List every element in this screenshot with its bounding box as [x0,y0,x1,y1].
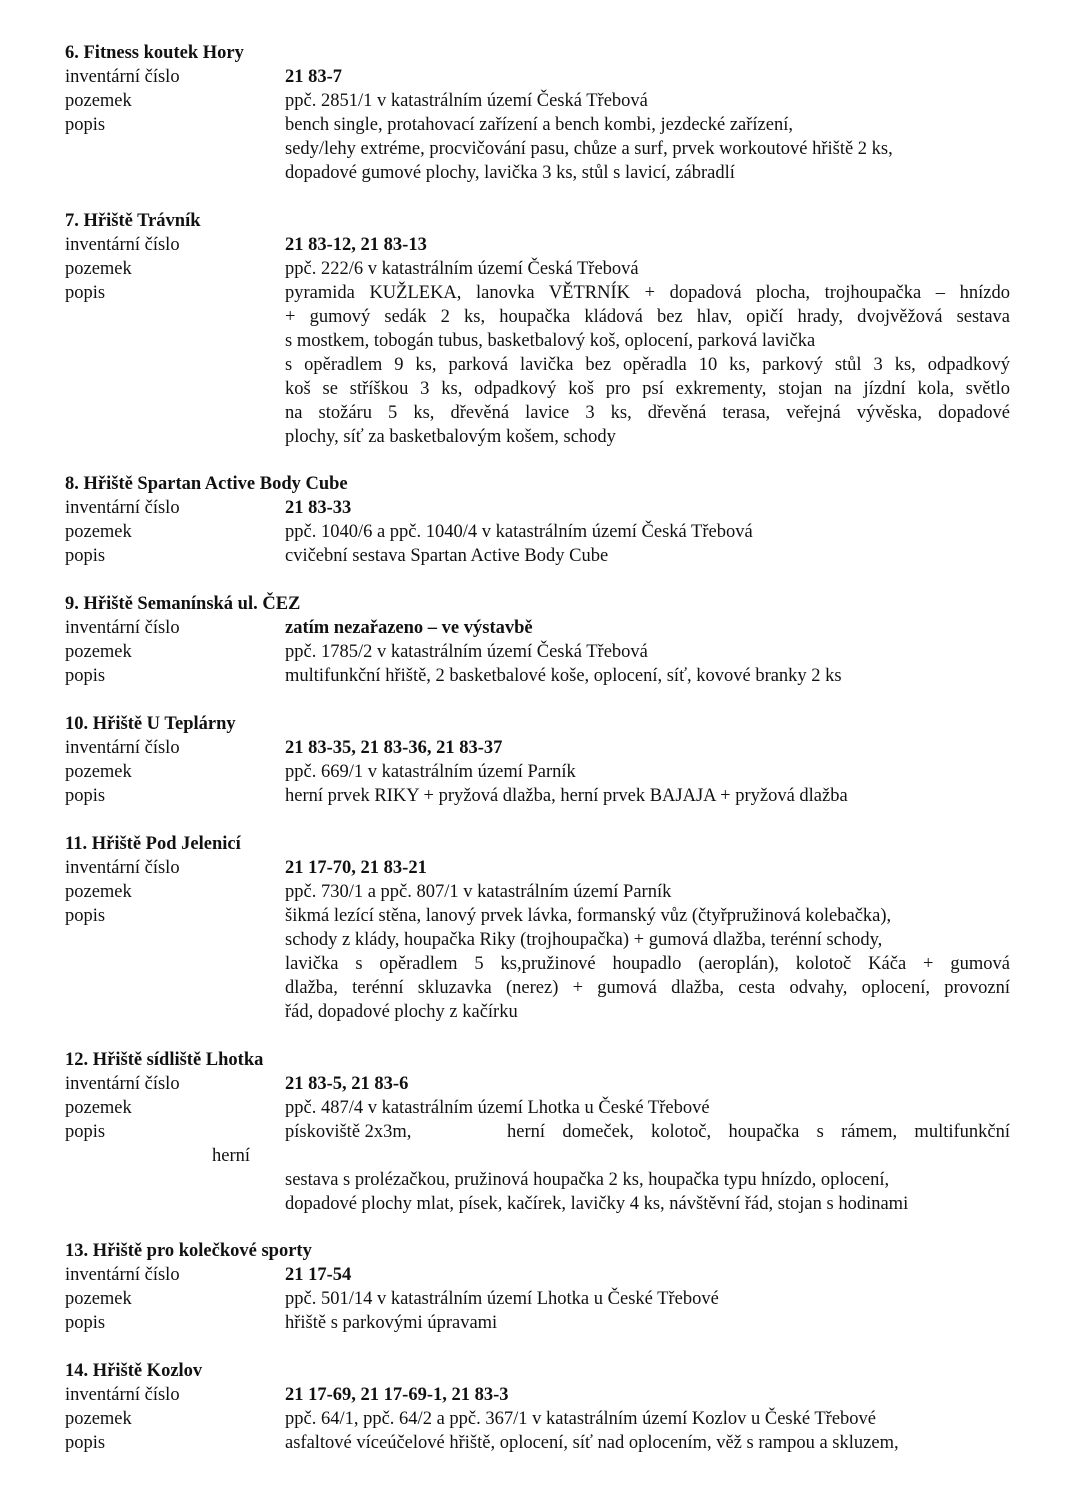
plot-value: ppč. 1785/2 v katastrálním území Česká Třebová [285,642,648,662]
inventory-value: 21 83-7 [285,67,343,87]
inventory-label: inventární číslo [65,1385,180,1405]
description-row [65,281,1010,449]
section-13 [65,1239,1010,1335]
plot-row [65,520,1010,544]
description-label: popis [65,115,106,135]
section-6 [65,41,1010,185]
plot-value: ppč. 2851/1 v katastrálním území Česká Třebová [285,91,648,111]
inventory-value: 21 17-70, 21 83-21 [285,858,427,878]
plot-value: ppč. 487/4 v katastrálním území Lhotka u České Třebové [285,1098,710,1118]
plot-value: ppč. 501/14 v katastrálním území Lhotka u České Třebové [285,1289,719,1309]
description-line: + gumový sedák 2 ks, houpačka kládová bez hlav, opičí hrady, dvojvěžová sestava [285,307,1010,327]
section-title: 11. Hřiště Pod Jelenicí [65,834,241,854]
inventory-value: 21 17-69, 21 17-69-1, 21 83-3 [285,1385,509,1405]
description-line: herní [212,1146,251,1166]
description-label: popis [65,666,106,686]
description-line: sestava s prolézačkou, pružinová houpačka 2 ks, houpačka typu hnízdo, oplocení, [285,1170,890,1190]
plot-value: ppč. 730/1 a ppč. 807/1 v katastrálním území Parník [285,882,672,902]
description-label: popis [65,283,106,303]
plot-row [65,880,1010,904]
inventory-row [65,1072,1010,1096]
section-title: 14. Hřiště Kozlov [65,1361,203,1381]
plot-row [65,1287,1010,1311]
description-line: asfaltové víceúčelové hřiště, oplocení, síť nad oplocením, věž s rampou a skluzem, [285,1433,899,1453]
description-row [65,544,1010,568]
inventory-label: inventární číslo [65,738,180,758]
plot-label: pozemek [65,1098,132,1118]
section-title: 8. Hřiště Spartan Active Body Cube [65,474,348,494]
section-14 [65,1359,1010,1455]
inventory-value: 21 83-33 [285,498,352,518]
description-line: schody z klády, houpačka Riky (trojhoupačka) + gumová dlažba, terénní schody, [285,930,883,950]
section-title: 10. Hřiště U Teplárny [65,714,236,734]
inventory-label: inventární číslo [65,858,180,878]
description-line: pyramida KUŽLEKA, lanovka VĚTRNÍK + dopadová plocha, trojhoupačka – hnízdo [285,283,1010,303]
inventory-label: inventární číslo [65,67,180,87]
description-line: lavička s opěradlem 5 ks,pružinové houpadlo (aeroplán), kolotoč Káča + gumová [285,954,1010,974]
description-line: s opěradlem 9 ks, parková lavička bez opěradla 10 ks, parkový stůl 3 ks, odpadkový [285,355,1010,375]
inventory-value: 21 83-5, 21 83-6 [285,1074,409,1094]
plot-row [65,760,1010,784]
inventory-label: inventární číslo [65,1074,180,1094]
section-11 [65,832,1010,1024]
inventory-row [65,616,1010,640]
inventory-row [65,496,1010,520]
description-line: sedy/lehy extréme, procvičování pasu, chůze a surf, prvek workoutové hřiště 2 ks, [285,139,893,159]
plot-label: pozemek [65,642,132,662]
description-line: dopadové gumové plochy, lavička 3 ks, stůl s lavicí, zábradlí [285,163,735,183]
description-row [65,784,1010,808]
inventory-label: inventární číslo [65,498,180,518]
description-label: popis [65,546,106,566]
plot-label: pozemek [65,1289,132,1309]
description-line: hřiště s parkovými úpravami [285,1313,498,1333]
description-line: koš se stříškou 3 ks, odpadkový koš pro psí exkrementy, stojan na jízdní kola, světlo [285,379,1010,399]
plot-label: pozemek [65,762,132,782]
description-row [65,1431,1010,1455]
description-label: popis [65,1313,106,1333]
section-7 [65,209,1010,449]
description-line: plochy, síť za basketbalovým košem, schody [285,427,616,447]
inventory-label: inventární číslo [65,1265,180,1285]
section-title: 7. Hřiště Trávník [65,211,201,231]
description-line: pískoviště 2x3m, [285,1122,412,1142]
inventory-row [65,233,1010,257]
description-line: na stožáru 5 ks, dřevěná lavice 3 ks, dřevěná terasa, veřejná vývěska, dopadové [285,403,1010,423]
description-line: s mostkem, tobogán tubus, basketbalový koš, oplocení, parková lavička [285,331,816,351]
description-row [65,113,1010,185]
description-line: dopadové plochy mlat, písek, kačírek, lavičky 4 ks, návštěvní řád, stojan s hodinami [285,1194,909,1214]
plot-row [65,89,1010,113]
section-9 [65,592,1010,688]
description-line: bench single, protahovací zařízení a bench kombi, jezdecké zařízení, [285,115,793,135]
inventory-row [65,736,1010,760]
description-line: šikmá lezící stěna, lanový prvek lávka, formanský vůz (čtyřpružinová kolebačka), [285,906,892,926]
inventory-row [65,856,1010,880]
inventory-value: 21 83-35, 21 83-36, 21 83-37 [285,738,503,758]
plot-label: pozemek [65,522,132,542]
description-line: herní domeček, kolotoč, houpačka s rámem, multifunkční [507,1122,1010,1142]
plot-value: ppč. 669/1 v katastrálním území Parník [285,762,576,782]
description-label: popis [65,1122,106,1142]
description-line: herní prvek RIKY + pryžová dlažba, herní prvek BAJAJA + pryžová dlažba [285,786,848,806]
plot-row [65,1096,1010,1120]
plot-label: pozemek [65,1409,132,1429]
plot-value: ppč. 64/1, ppč. 64/2 a ppč. 367/1 v katastrálním území Kozlov u České Třebové [285,1409,877,1429]
description-line: řád, dopadové plochy z kačírku [285,1002,518,1022]
description-row [65,904,1010,1024]
description-label: popis [65,1433,106,1453]
inventory-row [65,1383,1010,1407]
description-row [65,1311,1010,1335]
inventory-value: 21 83-12, 21 83-13 [285,235,427,255]
section-8 [65,472,1010,568]
description-row [65,664,1010,688]
description-label: popis [65,786,106,806]
plot-row [65,257,1010,281]
plot-row [65,640,1010,664]
plot-label: pozemek [65,882,132,902]
description-label: popis [65,906,106,926]
description-line: cvičební sestava Spartan Active Body Cube [285,546,609,566]
inventory-row [65,1263,1010,1287]
plot-value: ppč. 222/6 v katastrálním území Česká Třebová [285,259,639,279]
inventory-value: 21 17-54 [285,1265,352,1285]
plot-row [65,1407,1010,1431]
inventory-value: zatím nezařazeno – ve výstavbě [285,618,533,638]
description-line: multifunkční hřiště, 2 basketbalové koše, oplocení, síť, kovové branky 2 ks [285,666,842,686]
section-title: 12. Hřiště sídliště Lhotka [65,1050,264,1070]
section-title: 6. Fitness koutek Hory [65,43,244,63]
description-line: dlažba, terénní skluzavka (nerez) + gumová dlažba, cesta odvahy, oplocení, provozní [285,978,1010,998]
inventory-label: inventární číslo [65,618,180,638]
section-12 [65,1048,1010,1264]
inventory-label: inventární číslo [65,235,180,255]
plot-value: ppč. 1040/6 a ppč. 1040/4 v katastrálním území Česká Třebová [285,522,753,542]
plot-label: pozemek [65,91,132,111]
section-title: 13. Hřiště pro kolečkové sporty [65,1241,312,1261]
plot-label: pozemek [65,259,132,279]
section-10 [65,712,1010,808]
inventory-row [65,65,1010,89]
section-title: 9. Hřiště Semanínská ul. ČEZ [65,594,301,614]
